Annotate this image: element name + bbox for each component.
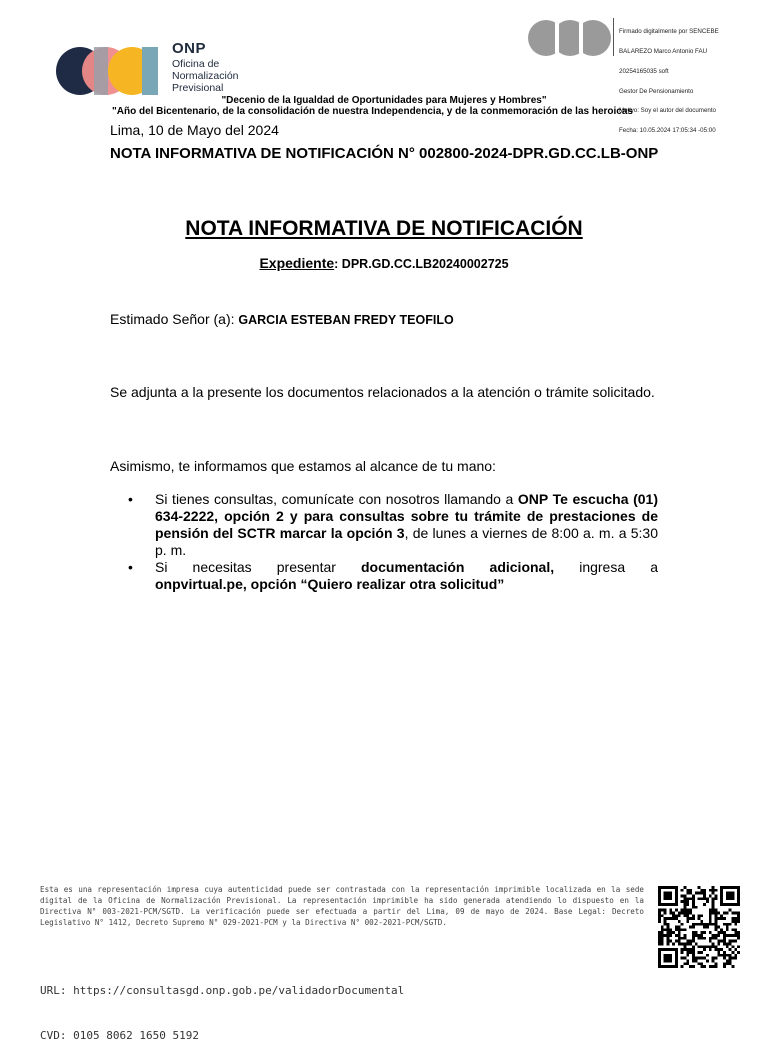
signature-line-5: Motivo: Soy el autor del documento [619, 107, 716, 115]
expediente-label: Expediente [259, 255, 335, 271]
logo-title: ONP [172, 40, 207, 57]
document-date: Lima, 10 de Mayo del 2024 [110, 122, 279, 138]
logo-subtitle-1: Oficina de [172, 58, 220, 70]
paragraph-contact-intro: Asimismo, te informamos que estamos al alcance de tu mano: [110, 458, 496, 474]
signature-line-4: Gestor De Pensionamiento [619, 87, 694, 95]
verification-cvd: CVD: 0105 8062 1650 5192 [40, 1029, 199, 1042]
signature-seal [527, 19, 613, 57]
bullet1-tail: , de lunes a viernes de 8:00 a. m. a 5:30 p. m. [155, 525, 658, 558]
logo-subtitle-3: Previsional [172, 82, 224, 94]
greeting-label: Estimado Señor (a): [110, 311, 239, 327]
bullet2-link[interactable]: onpvirtual.pe, opción “Quiero realizar otra solicitud” [155, 576, 505, 592]
list-item [128, 559, 658, 593]
bullet1-bold: ONP Te escucha (01) 634-2222, opción 2 y para consultas sobre tu trámite de prestaciones de pensión del SCTR marcar la opción 3 [155, 491, 659, 541]
contact-list [128, 491, 658, 593]
paragraph-attachments: Se adjunta a la presente los documentos relacionados a la atención o trámite solicitado. [110, 384, 655, 400]
bullet2-bold: documentación adicional, [361, 559, 555, 575]
expediente-separator: : [334, 257, 342, 271]
logo-subtitle-2: Normalización [172, 70, 239, 82]
signature-divider [613, 18, 614, 56]
decenio-motto: "Decenio de la Igualdad de Oportunidades para Mujeres y Hombres" [221, 95, 547, 106]
expediente-value: DPR.GD.CC.LB20240002725 [341, 257, 509, 271]
signature-text [619, 16, 719, 141]
legal-notice: Esta es una representación impresa cuya autenticidad puede ser contrastada con la representación imprimible localizada en la sede digital de la Oficina de Normalización Previsional. La representación imprimible ha sido generada atendiendo lo dispuesto en la Directiva N° 003-2021-PCM/SGTD. La verificación puede ser efectuada a partir del Lima, 09 de mayo de 2024. Base Legal: Decreto Legislativo N° 1412, Decreto Supremo N° 029-2021-PCM y la Directiva N° 002-2021-PCM/SGTD. [40, 885, 644, 927]
greeting [110, 311, 454, 327]
bullet1-text: Si tienes consultas, comunícate con nosotros llamando a [155, 491, 518, 507]
signature-line-6: Fecha: 10.05.2024 17:05:34 -05:00 [619, 127, 716, 135]
bullet2-text: Si necesitas presentar [155, 559, 361, 575]
expediente-line [0, 255, 768, 271]
document-number: NOTA INFORMATIVA DE NOTIFICACIÓN N° 002800-2024-DPR.GD.CC.LB-ONP [110, 145, 659, 162]
bullet2-mid: ingresa a [554, 559, 659, 575]
signature-line-2: BALAREZO Marco Antonio FAU [619, 47, 708, 55]
signature-line-3: 20254165035 soft [619, 67, 669, 75]
document-title: NOTA INFORMATIVA DE NOTIFICACIÓN [185, 217, 583, 240]
signature-line-1: Firmado digitalmente por SENCEBE [619, 28, 719, 36]
verification-url[interactable]: URL: https://consultasgd.onp.gob.pe/validadorDocumental [40, 984, 405, 997]
qr-code[interactable] [656, 886, 742, 968]
bullet2-first-line [155, 559, 658, 576]
anio-motto: "Año del Bicentenario, de la consolidación de nuestra Independencia, y de la conmemoración de las heroicas [112, 106, 633, 117]
onp-logo-text [172, 40, 239, 94]
list-item [128, 491, 658, 559]
recipient-name: GARCIA ESTEBAN FREDY TEOFILO [238, 313, 454, 327]
verification-info [40, 953, 404, 1058]
